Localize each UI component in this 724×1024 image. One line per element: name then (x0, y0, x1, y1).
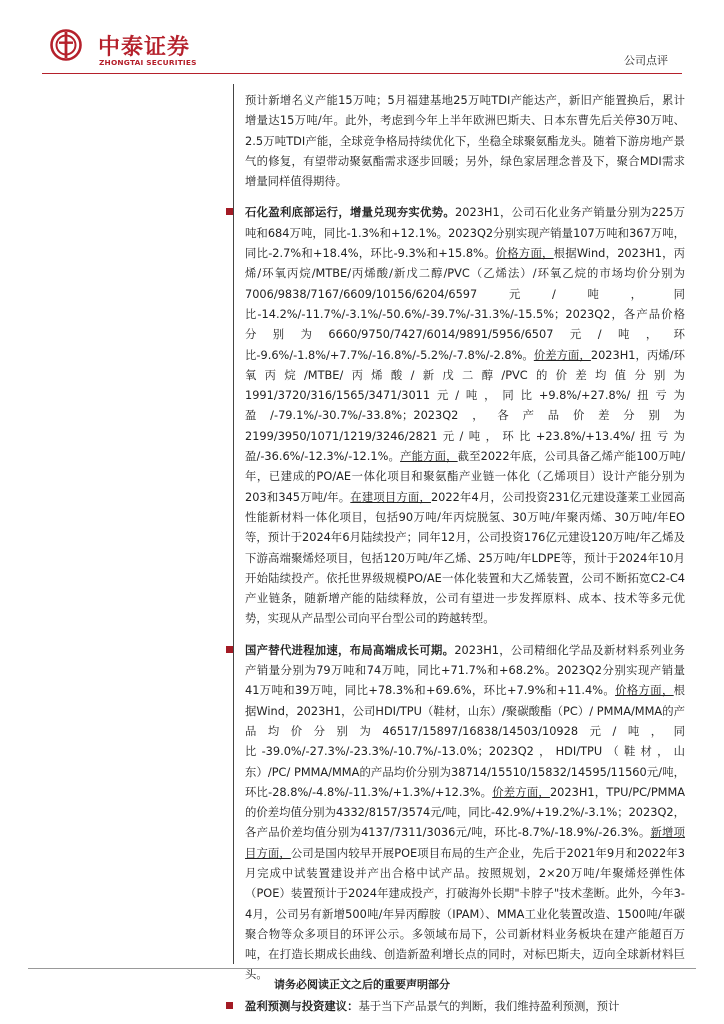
footer-disclaimer: 请务必阅读正文之后的重要声明部分 (274, 978, 450, 991)
section-heading: 国产替代进程加速，布局高端成长可期。 (245, 642, 455, 657)
section-paragraph (245, 996, 685, 1016)
page-header (0, 0, 724, 90)
keyword-capacity: 产能方面， (400, 449, 458, 464)
text-span: 根据Wind，2023H1，公司HDI/TPU（鞋材，山东）/聚碳酸酯（PC）/ PMMA/MMA的产品均价分别为46517/15897/16838/14503/10928元/吨，同比-39.0%/-27.3%/-23.3%/-10.7%/-13.0%；2023Q2，HDI/TPU（鞋材，山东）/PC/ PMMA/MMA的产品均价分别为38714/15510/15832/14595/11560元/吨，环比-28.8%/-4.8%/-11.3%/+1.3%/+12.3%。 (245, 683, 685, 799)
section-paragraph (245, 640, 685, 985)
footer-divider (28, 968, 696, 969)
company-logo-icon (50, 29, 82, 61)
keyword-price: 价格方面， (495, 246, 554, 261)
bullet-square-icon (226, 1002, 233, 1009)
section-new-materials (245, 640, 685, 985)
company-name-cn: 中泰证券 (98, 35, 191, 60)
left-margin-rule (233, 84, 234, 964)
intro-paragraph: 预计新增名义产能15万吨；5月福建基地25万吨TDI产能达产，新旧产能置换后，累计增量达15万吨/年。此外，考虑到今年上半年欧洲巴斯夫、日本东曹先后关停30万吨、2.5万吨TDI产能，全球竞争格局持续优化下，坐稳全球聚氨酯龙头。随着下游房地产景气的修复，有望带动聚氨酯需求逐步回暖；另外，绿色家居理念普及下，聚合MDI需求增量同样值得期待。 (245, 93, 685, 189)
bullet-square-icon (226, 646, 233, 653)
text-span: 2023H1，TPU/PC/PMMA的价差均值分别为4332/8157/3574元/吨，同比-42.9%/+19.2%/-3.1%；2023Q2，各产品价差均值分别为4137/7311/3036元/吨，环比-8.7%/-18.9%/-26.3%。 (245, 784, 685, 840)
text-span: 公司是国内较早开展POE项目布局的生产企业，先后于2021年9月和2022年3月完成中试装置建设并产出合格中试产品。按照规划，2×20万吨/年聚烯烃弹性体（POE）装置预计于2024年建成投产，打破海外长期"卡脖子"技术垄断。此外，今年3-4月，公司另有新增500吨/年异丙醇胺（IPAM）、MMA工业化装置改造、1500吨/年碳聚合物等众多项目的环评公示。多领域布局下，公司新材料业务板块在建产能超百万吨，在打造长期成长曲线、创造新盈利增长点的同时，对标巴斯夫，迈向全球新材料巨头。 (245, 845, 686, 982)
keyword-spread: 价差方面， (533, 347, 591, 362)
section-petrochemical (245, 202, 685, 628)
section-paragraph (245, 202, 685, 628)
text-span: 根据Wind，2023H1，丙烯/环氧丙烷/MTBE/丙烯酸/新戊二醇/PVC（乙烯法）/环氧乙烷的市场均价分别为7006/9838/7167/6609/10156/6204/6597元/吨，同比-14.2%/-11.7%/-3.1%/-50.6%/-39.7%/-31.3%/-15.5%；2023Q2，各产品价格分别为6660/9750/7427/6014/9891/5956/6507元/吨，环比-9.6%/-1.8%/+7.7%/-16.8%/-5.2%/-7.8%/-2.8%。 (245, 246, 686, 362)
company-name-en: ZHONGTAI SECURITIES (99, 58, 197, 67)
text-span: 基于当下产品景气的判断，我们维持盈利预测，预计 (358, 998, 620, 1013)
section-heading: 盈利预测与投资建议： (245, 998, 359, 1013)
header-divider (42, 73, 682, 74)
keyword-price: 价格方面， (615, 683, 674, 698)
keyword-projects: 在建项目方面， (350, 489, 431, 504)
text-span: 2022年4月，公司投资231亿元建设蓬莱工业园高性能新材料一体化项目，包括90万吨/年丙烷脱氢、30万吨/年聚丙烯、30万吨/年EO等，预计于2024年6月陆续投产；同年12月，公司投资176亿元建设120万吨/年乙烯及下游高端聚烯烃项目，包括120万吨/年乙烯、25万吨/年LDPE等，预计于2024年10月开始陆续投产。依托世界级规模PO/AE一体化装置和大乙烯装置，公司不断拓宽C2-C4产业链条，随新增产能的陆续释放，公司有望进一步发挥原料、成本、技术等多元优势，实现从产品型公司向平台型公司的跨越转型。 (245, 489, 685, 626)
report-type-label: 公司点评 (624, 54, 668, 67)
text-span: 2023H1，丙烯/环氧丙烷/MTBE/丙烯酸/新戊二醇/PVC的价差均值分别为1991/3720/316/1565/3471/3011元/吨，同比+9.8%/+27.8%/扭亏为盈/-79.1%/-30.7%/-33.8%；2023Q2，各产品价差分别为2199/3950/1071/1219/3246/2821元/吨，环比+23.8%/+13.4%/扭亏为盈/-36.6%/-12.3%/-12.1%。 (245, 347, 685, 464)
text-span: 截至2022年底，公司具备乙烯产能100万吨/年，已建成的PO/AE一体化项目和聚氨酯产业链一体化（乙烯项目）设计产能分别为203和345万吨/年。 (245, 449, 686, 504)
keyword-new-projects: 新增项目方面， (245, 825, 685, 860)
text-span: 2023H1，公司精细化学品及新材料系列业务产销量分别为79万吨和74万吨，同比+71.7%和+68.2%。2023Q2分别实现产销量41万吨和39万吨，同比+78.3%和+69.6%，环比+7.9%和+11.4%。 (245, 642, 686, 698)
text-span: 2023H1，公司石化业务产销量分别为225万吨和684万吨，同比-1.3%和+12.1%。2023Q2分别实现产销量107万吨和367万吨，同比-2.7%和+18.4%，环比-9.3%和+15.8%。 (245, 205, 685, 261)
section-heading: 石化盈利底部运行，增量兑现夯实优势。 (245, 205, 456, 220)
keyword-spread: 价差方面， (492, 784, 550, 799)
section-forecast (245, 996, 685, 1016)
bullet-square-icon (226, 208, 233, 215)
main-content (245, 90, 685, 1016)
